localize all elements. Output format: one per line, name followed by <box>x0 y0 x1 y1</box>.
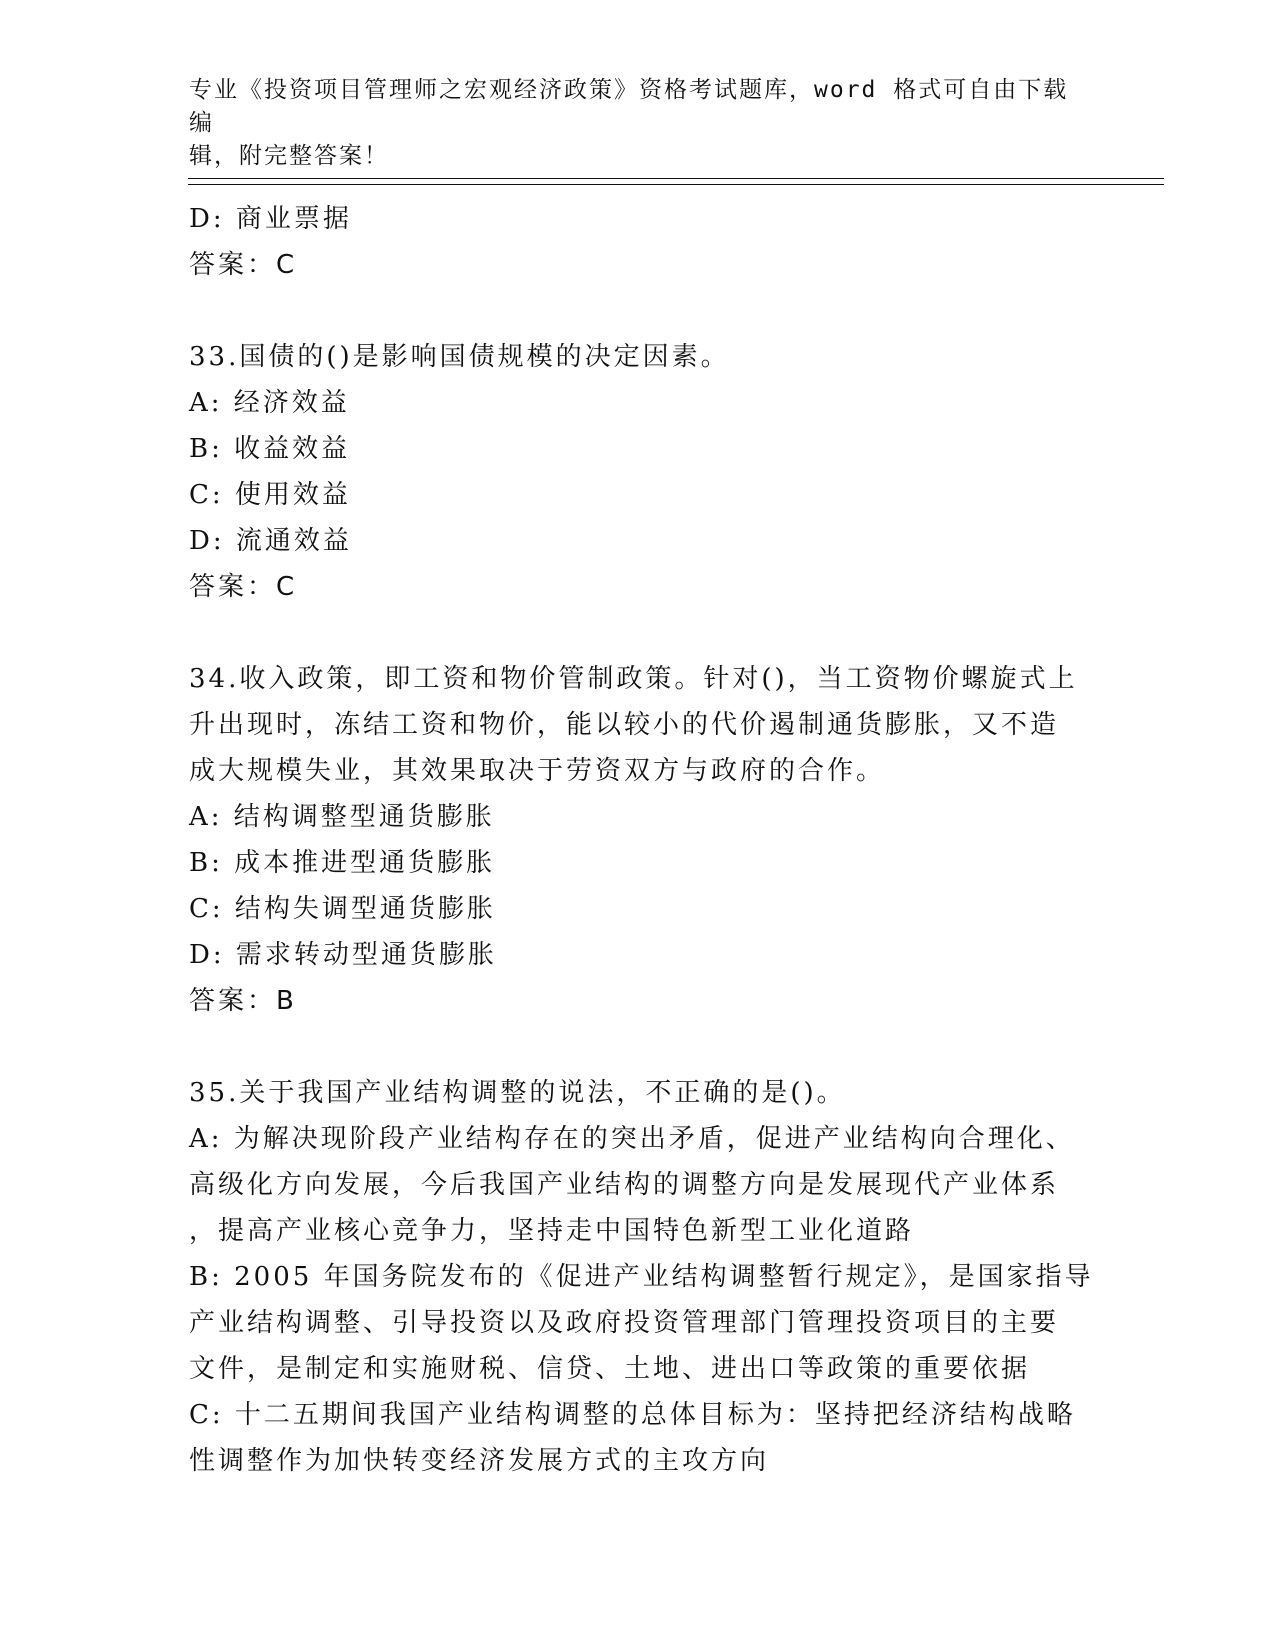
option-d: D: 商业票据 <box>189 204 352 234</box>
question-35 <box>189 1070 1094 1484</box>
spacer <box>189 1024 1089 1070</box>
document-header <box>189 74 1089 173</box>
option-b-line-3: 文件，是制定和实施财税、信贷、土地、进出口等政策的重要依据 <box>189 1354 1031 1384</box>
option-c: C: 结构失调型通货膨胀 <box>189 894 496 924</box>
header-line-1: 专业《投资项目管理师之宏观经济政策》资格考试题库，word 格式可自由下载编 <box>189 77 1069 136</box>
spacer <box>189 610 1089 656</box>
question-text: 33.国债的()是影响国债规模的决定因素。 <box>189 342 730 372</box>
option-a-line-1: A: 为解决现阶段产业结构存在的突出矛盾，促进产业结构向合理化、 <box>189 1124 1075 1154</box>
spacer <box>189 288 1089 334</box>
option-a: A: 结构调整型通货膨胀 <box>189 802 495 832</box>
option-c-line-2: 性调整作为加快转变经济发展方式的主攻方向 <box>189 1446 770 1476</box>
option-c: C: 使用效益 <box>189 480 351 510</box>
option-a: A: 经济效益 <box>189 388 350 418</box>
option-c-line-1: C: 十二五期间我国产业结构调整的总体目标为：坚持把经济结构战略 <box>189 1400 1076 1430</box>
header-rule-top <box>188 178 1164 179</box>
option-d: D: 需求转动型通货膨胀 <box>189 940 497 970</box>
header-rule-bottom <box>188 184 1164 185</box>
question-text-line-2: 升出现时，冻结工资和物价，能以较小的代价遏制通货膨胀，又不造 <box>189 710 1060 740</box>
question-text-line-1: 34.收入政策，即工资和物价管制政策。针对()，当工资物价螺旋式上 <box>189 664 1078 694</box>
question-text: 35.关于我国产业结构调整的说法，不正确的是()。 <box>189 1078 846 1108</box>
question-32-tail <box>189 196 1089 288</box>
answer-label: 答案：C <box>189 572 298 602</box>
option-b: B: 成本推进型通货膨胀 <box>189 848 496 878</box>
answer-label: 答案：B <box>189 986 297 1016</box>
option-b-line-2: 产业结构调整、引导投资以及政府投资管理部门管理投资项目的主要 <box>189 1308 1060 1338</box>
document-body <box>189 196 1094 1484</box>
option-b-line-1: B: 2005 年国务院发布的《促进产业结构调整暂行规定》，是国家指导 <box>189 1262 1094 1292</box>
question-text-line-3: 成大规模失业，其效果取决于劳资双方与政府的合作。 <box>189 756 886 786</box>
question-34 <box>189 656 1089 1024</box>
question-33 <box>189 334 1089 610</box>
header-line-2: 辑，附完整答案！ <box>189 143 389 169</box>
option-b: B: 收益效益 <box>189 434 351 464</box>
option-d: D: 流通效益 <box>189 526 352 556</box>
option-a-line-2: 高级化方向发展，今后我国产业结构的调整方向是发展现代产业体系 <box>189 1170 1060 1200</box>
answer-label: 答案：C <box>189 250 298 280</box>
option-a-line-3: ，提高产业核心竞争力，坚持走中国特色新型工业化道路 <box>189 1216 915 1246</box>
